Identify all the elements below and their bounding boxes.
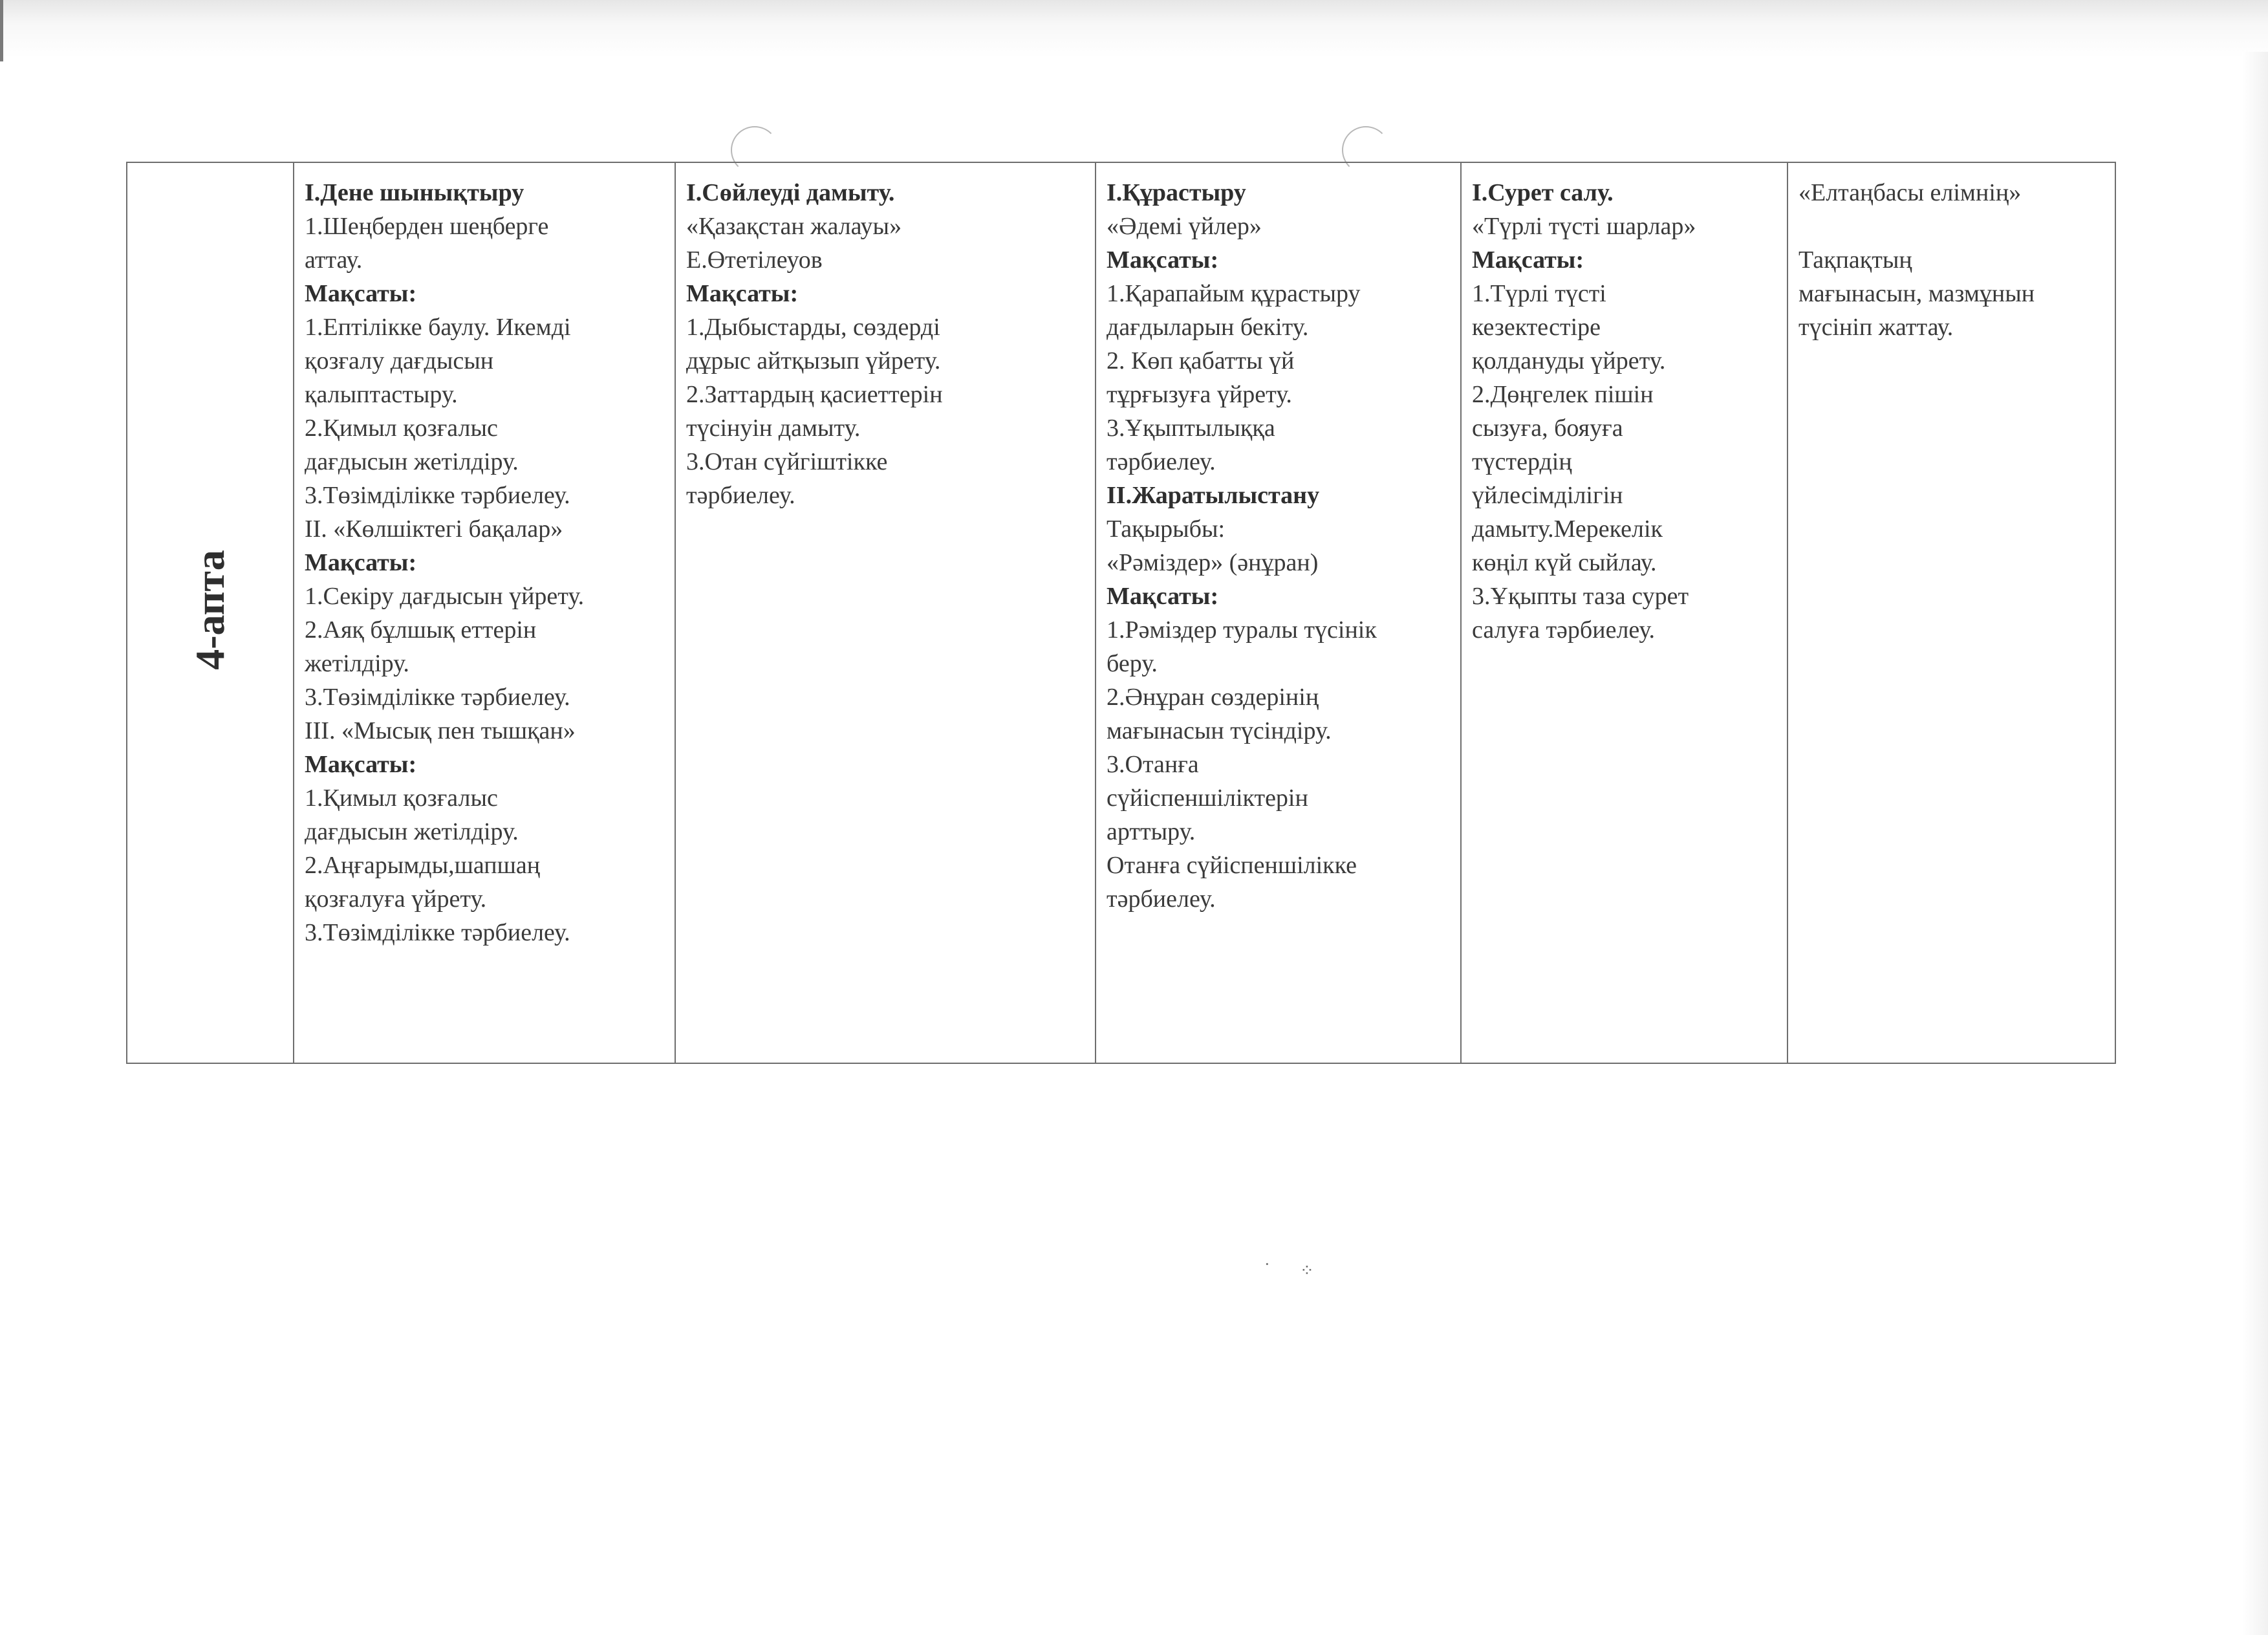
scan-edge-left: [0, 0, 3, 61]
text-line: ІІ. «Көлшіктегі бақалар»: [305, 515, 563, 543]
physical-education-cell: [294, 162, 675, 1063]
text-line: арттыру.: [1107, 818, 1196, 845]
text-line: сызуға, бояуға: [1472, 415, 1623, 442]
text-line: тұрғызуға үйрету.: [1107, 381, 1292, 408]
text-line: тәрбиелеу.: [686, 482, 795, 509]
text-line: дағдысын жетілдіру.: [305, 448, 519, 475]
text-line: қалыптастыру.: [305, 381, 458, 408]
text-line: Тақпақтың: [1798, 246, 1912, 274]
text-line: 1.Шеңберден шеңберге: [305, 213, 549, 240]
text-line: қозғалуға үйрету.: [305, 885, 487, 913]
construction-nature-content: [1107, 176, 1453, 916]
text-line: жетілдіру.: [305, 650, 409, 677]
text-line: кезектестіре: [1472, 314, 1601, 341]
text-line: қолдануды үйрету.: [1472, 347, 1666, 374]
physical-education-content: [305, 176, 667, 949]
text-line: «Әдемі үйлер»: [1107, 213, 1262, 240]
text-line: дағдыларын бекіту.: [1107, 314, 1309, 341]
text-line: дұрыс айтқызып үйрету.: [686, 347, 941, 374]
speech-development-cell: [675, 162, 1096, 1063]
construction-nature-cell: [1096, 162, 1461, 1063]
text-line: 3.Ұқыпты таза сурет: [1472, 583, 1689, 610]
text-line: тәрбиелеу.: [1107, 885, 1216, 913]
text-line: Тақырыбы:: [1107, 515, 1226, 543]
scan-speck: ⁘: [1300, 1261, 1314, 1280]
text-line: 2. Көп қабатты үй: [1107, 347, 1295, 374]
text-line: түстердің: [1472, 448, 1572, 475]
text-line: 3.Төзімділікке тәрбиелеу.: [305, 482, 570, 509]
text-line: түсініп жаттау.: [1798, 314, 1954, 341]
text-line: 1.Дыбыстарды, сөздерді: [686, 314, 940, 341]
line-gap: [1798, 210, 2107, 243]
heading-line: І.Сөйлеуді дамыту.: [686, 179, 895, 206]
text-line: 2.Заттардың қасиеттерін: [686, 381, 943, 408]
heading-line: І.Құрастыру: [1107, 179, 1246, 206]
text-line: 1.Түрлі түсті: [1472, 280, 1606, 307]
scan-edge-top: [0, 0, 2268, 58]
text-line: 1.Секіру дағдысын үйрету.: [305, 583, 585, 610]
weekly-plan-table: [126, 162, 2116, 1064]
text-line: 3.Отанға: [1107, 751, 1199, 778]
text-line: тәрбиелеу.: [1107, 448, 1216, 475]
text-line: мағынасын түсіндіру.: [1107, 717, 1332, 744]
text-line: қозғалу дағдысын: [305, 347, 494, 374]
heading-line: Мақсаты:: [305, 280, 417, 307]
heading-line: Мақсаты:: [305, 549, 417, 576]
heading-line: Мақсаты:: [305, 751, 417, 778]
text-line: 2.Аяқ бұлшық еттерін: [305, 616, 537, 644]
text-line: 1.Рәміздер туралы түсінік: [1107, 616, 1377, 644]
text-line: 3.Отан сүйгіштікке: [686, 448, 888, 475]
text-line: үйлесімділігін: [1472, 482, 1623, 509]
text-line: 2.Әнұран сөздерінің: [1107, 684, 1319, 711]
text-line: мағынасын, мазмұнын: [1798, 280, 2035, 307]
text-line: аттау.: [305, 246, 363, 274]
drawing-content: [1472, 176, 1779, 647]
heading-line: Мақсаты:: [686, 280, 799, 307]
poem-content: [1798, 176, 2107, 344]
week-cell: [127, 162, 294, 1063]
text-line: көңіл күй сыйлау.: [1472, 549, 1657, 576]
text-line: «Қазақстан жалауы»: [686, 213, 902, 240]
heading-line: І.Сурет салу.: [1472, 179, 1614, 206]
text-line: 1.Қарапайым құрастыру: [1107, 280, 1361, 307]
text-line: «Рәміздер» (әнұран): [1107, 549, 1319, 576]
table-row: [127, 162, 2115, 1063]
text-line: 2.Дөңгелек пішін: [1472, 381, 1654, 408]
text-line: беру.: [1107, 650, 1158, 677]
text-line: Е.Өтетілеуов: [686, 246, 823, 274]
text-line: «Түрлі түсті шарлар»: [1472, 213, 1696, 240]
text-line: түсінуін дамыту.: [686, 415, 861, 442]
text-line: 2.Аңғарымды,шапшаң: [305, 852, 541, 879]
text-line: сүйіспеншіліктерін: [1107, 785, 1308, 812]
week-label: 4-апта: [187, 550, 233, 670]
text-line: дағдысын жетілдіру.: [305, 818, 519, 845]
text-line: 1.Ептілікке баулу. Икемді: [305, 314, 571, 341]
poem-cell: [1787, 162, 2115, 1063]
text-line: дамыту.Мерекелік: [1472, 515, 1663, 543]
text-line: 3.Ұқыптылыққа: [1107, 415, 1275, 442]
heading-line: Мақсаты:: [1472, 246, 1584, 274]
heading-line: Мақсаты:: [1107, 246, 1219, 274]
text-line: ІІІ. «Мысық пен тышқан»: [305, 717, 576, 744]
text-line: Отанға сүйіспеншілікке: [1107, 852, 1357, 879]
text-line: 3.Төзімділікке тәрбиелеу.: [305, 684, 570, 711]
scan-edge-right: [2242, 52, 2268, 1635]
text-line: салуға тәрбиелеу.: [1472, 616, 1656, 644]
text-line: 3.Төзімділікке тәрбиелеу.: [305, 919, 570, 946]
heading-line: І.Дене шынықтыру: [305, 179, 524, 206]
text-line: 1.Қимыл қозғалыс: [305, 785, 498, 812]
drawing-cell: [1461, 162, 1787, 1063]
speech-development-content: [686, 176, 1087, 512]
text-line: «Елтаңбасы елімнің»: [1798, 179, 2022, 206]
text-line: 2.Қимыл қозғалыс: [305, 415, 498, 442]
heading-line: Мақсаты:: [1107, 583, 1219, 610]
scan-speck: ·: [1264, 1255, 1270, 1273]
heading-line: ІІ.Жаратылыстану: [1107, 482, 1320, 509]
